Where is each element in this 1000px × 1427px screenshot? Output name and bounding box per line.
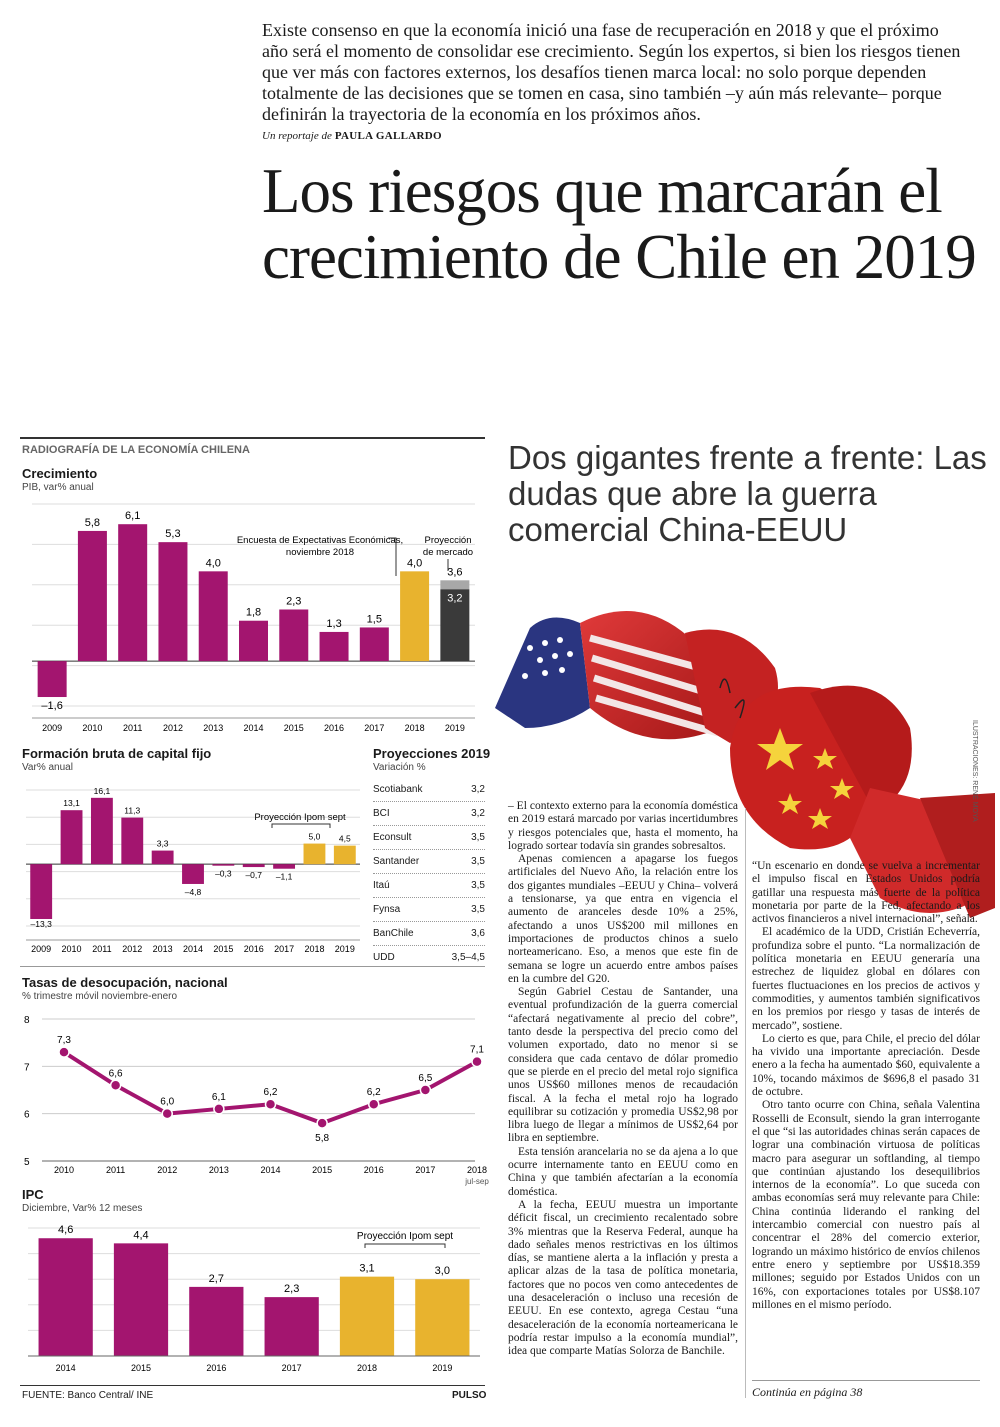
- tick-label: 2014: [243, 723, 264, 733]
- table-row: [373, 778, 485, 802]
- article-paragraph: – El contexto externo para la economía doméstica en 2019 estará marcado por varias incertidumbres y riesgos potenciales que, hasta el momento, ha logrado sortear todavía sin grandes sobresaltos.: [508, 800, 738, 852]
- chart-ipc: [20, 1218, 485, 1378]
- data-label: 1,8: [245, 606, 262, 619]
- bank-name: Scotiabank: [373, 784, 423, 795]
- chart2-title: Formación bruta de capital fijo: [22, 746, 212, 761]
- chart1-title: Crecimiento: [22, 466, 98, 481]
- column-divider: [745, 808, 746, 1398]
- bar: [182, 864, 204, 884]
- article-paragraph: Otro tanto ocurre con China, señala Valentina Rosselli de Econsult, siendo la gran interrogante el que “si las autoridades chinas serán capaces de lograr una combinación virtuosa de políticas macro para asegurar un softlanding, al tiempo que continúan ajustando los desequilibrios internos de la economía”. Lo que suceda con ambas economías será muy relevante para Chile: China continúa liderando el ranking del intercambio comercial con nuestro país al concentrar el 28% del comercio exterior, logrando un máximo histórico de envíos chilenos entre enero y septiembre por US$18.359 millones; seguido por Estados Unidos con un 16%, con exportaciones totales por US$8.107 millones en el mismo período.: [752, 1099, 980, 1311]
- bar: [199, 571, 228, 661]
- article-paragraph: A la fecha, EEUU muestra un importante déficit fiscal, un crecimiento recalentado sobre 3% mientras que la Reserva Federal, aunque ha dado señales menos restrictivas en los últimos días, se mantiene alerta a la inflación y presta a aplicar alzas de la tasa de política monetaria, factores que no pocos ven como antecedentes de una desaceleración o incluso una recesión de EEUU. En ese contexto, agrega Cestau “una desaceleración de la economía norteamericana le podría restar impulso a la economía mundial”, idea que comparte Matías Solorza de Banchile.: [508, 1198, 738, 1358]
- data-label: 3,1: [359, 1262, 375, 1275]
- tick-label: 2014: [260, 1165, 281, 1175]
- tick-label: 2017: [274, 944, 295, 954]
- data-label: 6,1: [211, 1091, 226, 1103]
- bank-name: BCI: [373, 808, 390, 819]
- data-label: 2,3: [286, 595, 302, 608]
- projection-value: 3,5: [471, 880, 485, 891]
- byline: [262, 130, 442, 142]
- proyecciones-title: Proyecciones 2019: [373, 746, 491, 761]
- bank-name: UDD: [373, 952, 395, 963]
- continued-rule: [752, 1380, 980, 1381]
- data-label: 3,2: [447, 592, 463, 605]
- data-label: 7,1: [470, 1044, 484, 1056]
- data-label: 1,3: [326, 617, 342, 630]
- data-label: 6,1: [125, 510, 141, 523]
- bar: [212, 864, 234, 866]
- data-point: [214, 1104, 224, 1114]
- tick-label: 2016: [243, 944, 264, 954]
- tick-label: 2015: [312, 1165, 333, 1175]
- tick-label: 2014: [182, 944, 204, 954]
- y-tick-label: 6: [24, 1109, 30, 1121]
- tick-label: 2017: [281, 1363, 302, 1373]
- table-row: [373, 898, 485, 922]
- proyecciones-table: [373, 778, 485, 969]
- data-label: 6,5: [418, 1073, 433, 1084]
- bank-name: Santander: [373, 856, 420, 867]
- data-label: 5,0: [308, 831, 321, 842]
- tick-label: 2013: [152, 944, 173, 954]
- byline-prefix: Un reportaje de: [262, 130, 332, 142]
- data-label: 2,7: [208, 1272, 224, 1285]
- bar: [265, 1297, 319, 1356]
- data-label: –4,8: [184, 886, 202, 897]
- data-label: 4,5: [338, 833, 351, 844]
- bar: [30, 864, 52, 919]
- article-paragraph: Lo cierto es que, para Chile, el precio del dólar ha vivido una importante apreciación. Desde enero a la fecha ha aumentado $60, equivalente a 10%, tocando máximos de $696,8 el pasado 31 de octubre.: [752, 1032, 980, 1099]
- tick-label: 2013: [208, 1165, 229, 1175]
- chart3-subtitle: % trimestre móvil noviembre-enero: [22, 991, 178, 1002]
- data-point: [472, 1057, 482, 1067]
- data-label: 6,0: [160, 1096, 175, 1108]
- chart1-subtitle: PIB, var% anual: [22, 482, 94, 493]
- bar: [415, 1279, 469, 1356]
- photo-credit: ILUSTRACIONES: RENÉ MOYA: [971, 720, 978, 822]
- tick-label: 2018: [404, 723, 425, 733]
- tick-label: 2019: [444, 723, 465, 733]
- section-label: RADIOGRAFÍA DE LA ECONOMÍA CHILENA: [22, 444, 250, 456]
- tick-label: 2010: [82, 723, 103, 733]
- annotation-bracket: [272, 824, 330, 828]
- bar: [61, 810, 83, 864]
- article-paragraph: Según Gabriel Cestau de Santander, una eventual profundización de la guerra comercial “afectará negativamente al precio del cobre”, tanto desde la perspectiva del precio como del volumen exportado, dato no menor si se considera que cada centavo de dólar promedio que se pierde en el precio del metal rojo significa unos US$60 millones menos de recaudación fiscal. A la fecha el metal rojo ha logrado equilibrar su cotización y promedia US$2,98 por libra luego de llegar a mínimos de US$2,64 por libra en septiembre.: [508, 986, 738, 1145]
- annotation-label: noviembre 2018: [285, 547, 355, 558]
- data-point: [420, 1085, 430, 1095]
- data-point: [317, 1118, 327, 1128]
- data-label: 4,4: [133, 1229, 149, 1242]
- chart4-title: IPC: [22, 1187, 44, 1202]
- annotation-label: Proyección Ipom sept: [356, 1231, 454, 1242]
- data-label: 5,3: [165, 528, 181, 541]
- annotation-label: Proyección Ipom sept: [254, 812, 346, 823]
- data-point: [266, 1099, 276, 1109]
- continued-note: Continúa en página 38: [752, 1385, 863, 1399]
- chart-fbcf: [20, 776, 365, 958]
- bar: [189, 1287, 243, 1356]
- projection-value: 3,5: [471, 832, 485, 843]
- projection-value: 3,5: [471, 856, 485, 867]
- tick-label: 2010: [61, 944, 82, 954]
- data-label: 13,1: [63, 798, 80, 809]
- bar: [114, 1243, 168, 1356]
- data-label: –0,3: [215, 868, 232, 879]
- projection-value: 3,2: [471, 784, 485, 795]
- data-label: 6,2: [263, 1087, 278, 1099]
- data-label: 4,0: [406, 557, 423, 570]
- byline-author: PAULA GALLARDO: [334, 130, 442, 142]
- subhead: Dos gigantes frente a frente: Las dudas que abre la guerra comercial China-EEUU: [508, 439, 987, 548]
- bar: [158, 542, 187, 661]
- bank-name: Fynsa: [373, 904, 401, 915]
- bank-name: BanChile: [373, 928, 414, 939]
- tick-label: 2018: [466, 1165, 488, 1175]
- tick-label: 2015: [130, 1363, 152, 1373]
- article-paragraph: Apenas comiencen a apagarse los fuegos artificiales del Nuevo Año, la relación entre los dos gigantes mundiales –EEUU y China– volverá a tensionarse, ya que entra en vigencia el aumento de aranceles desde 10% a 25%, afectando a unos US$200 mil millones en importaciones de productos chinos a suelo norteamericano. Eso, a menos que este fin de semana se logre un acuerdo entre ambos países en la cumbre del G20.: [508, 853, 738, 985]
- bar: [340, 1277, 394, 1356]
- data-label: –0,7: [245, 870, 263, 881]
- annotation-bracket: [365, 1244, 445, 1248]
- projection-value: 3,5: [471, 904, 485, 915]
- tick-label: 2017: [364, 723, 385, 733]
- data-label: 4,0: [205, 557, 221, 570]
- tick-label: 2010: [53, 1165, 75, 1175]
- bar: [334, 846, 356, 865]
- chart-desocupacion: [20, 1005, 489, 1190]
- intro-paragraph: Existe consenso en que la economía inició una fase de recuperación en 2018 y que el próximo año será el momento de consolidar ese crecimiento. Según los expertos, si bien los riesgos tienen que ver más con factores externos, los desafíos tienen marca local: no solo porque dependen totalmente de las decisiones que se tomen en casa, sino también –y aún más relevante– porque definirán la trayectoria de la economía en los próximos años.: [262, 20, 961, 124]
- table-row: [373, 922, 485, 946]
- projection-value: 3,6: [471, 928, 485, 939]
- bar: [121, 818, 143, 865]
- data-label: 3,0: [434, 1265, 450, 1278]
- data-label: 1,5: [366, 613, 382, 626]
- chart4-subtitle: Diciembre, Var% 12 meses: [22, 1203, 143, 1214]
- article-paragraph: “Un escenario en donde se vuelva a incrementar el impulso fiscal en Estados Unidos podría gatillar una respuesta más fuerte de la política monetaria por parte de la Fed, afectando a los activos financieros a nivel internacional”, señala.: [752, 860, 980, 926]
- tick-label: 2012: [157, 1165, 178, 1175]
- bar: [91, 798, 113, 864]
- bar: [400, 571, 429, 661]
- table-row: [373, 850, 485, 874]
- bar: [152, 851, 174, 865]
- tick-label: 2012: [122, 944, 143, 954]
- tick-label: 2012: [162, 723, 183, 733]
- bank-name: Itaú: [373, 880, 390, 891]
- tick-label: 2011: [105, 1165, 126, 1175]
- article-column-2: [752, 860, 980, 1312]
- bar-segment-top: [440, 580, 469, 589]
- brand-label: PULSO: [452, 1390, 487, 1401]
- table-row: [373, 874, 485, 898]
- data-label: –13,3: [30, 918, 52, 929]
- proyecciones-subtitle: Variación %: [373, 762, 426, 773]
- data-point: [111, 1080, 121, 1090]
- y-tick-label: 7: [24, 1062, 30, 1074]
- data-label: 6,2: [366, 1087, 381, 1099]
- tick-label: 2018: [304, 944, 325, 954]
- tick-label: 2013: [203, 723, 224, 733]
- annotation-label: Proyección: [424, 535, 472, 546]
- bar: [39, 1238, 93, 1356]
- bar: [273, 864, 295, 869]
- data-label: –1,1: [275, 871, 293, 882]
- article-paragraph: Esta tensión arancelaria no se da ajena a lo que ocurre internamente tanto en EEUU como en China y que también afectarían a la economía doméstica.: [508, 1145, 738, 1198]
- bar: [304, 844, 326, 865]
- tick-label: 2014: [55, 1363, 76, 1373]
- article-paragraph: El académico de la UDD, Cristián Echeverría, profundiza sobre el punto. “La normalización de política monetaria en EEUU generaría una estrechez de liquidez global en dólares con fuertes fluctuaciones en los precios de activos y commodities, y aumentos también significativos en los premios por riesgo y tasas de interés de mercado”, sostiene.: [752, 926, 980, 1032]
- data-point: [369, 1099, 379, 1109]
- tick-label: 2016: [324, 723, 345, 733]
- tick-label: 2016: [363, 1165, 384, 1175]
- projection-value: 3,2: [471, 808, 485, 819]
- chart2-subtitle: Var% anual: [22, 762, 73, 773]
- headline: Los riesgos que marcarán el crecimiento de Chile en 2019: [262, 156, 976, 292]
- article-column-1: [508, 800, 738, 1358]
- bar: [279, 609, 308, 661]
- data-point: [59, 1047, 69, 1057]
- data-label: 5,8: [315, 1133, 330, 1145]
- bar: [360, 627, 389, 661]
- source-note: FUENTE: Banco Central/ INE: [22, 1390, 154, 1401]
- divider: [20, 966, 485, 967]
- table-row: [373, 826, 485, 850]
- section-rule: [20, 437, 485, 439]
- table-row: [373, 802, 485, 826]
- us-glove: [495, 611, 778, 743]
- y-tick-label: 8: [24, 1015, 30, 1026]
- bar: [320, 632, 349, 661]
- tick-label: 2015: [213, 944, 234, 954]
- tick-label: 2019: [334, 944, 355, 954]
- tick-label: 2015: [283, 723, 304, 733]
- data-point: [162, 1109, 172, 1119]
- tick-label: 2016: [206, 1363, 227, 1373]
- data-label: 2,3: [284, 1283, 300, 1296]
- tick-note: jul-sep: [465, 1177, 489, 1186]
- data-label: 7,3: [57, 1035, 71, 1047]
- bar: [38, 661, 67, 697]
- tick-label: 2018: [356, 1363, 378, 1373]
- tick-label: 2009: [31, 944, 52, 954]
- bar: [118, 524, 147, 661]
- data-label: –1,6: [41, 700, 63, 713]
- tick-label: 2009: [42, 723, 63, 733]
- bar: [78, 531, 107, 661]
- bar: [243, 864, 265, 867]
- bar: [239, 621, 268, 661]
- data-label: 4,6: [58, 1224, 74, 1237]
- data-label: 5,8: [84, 516, 101, 529]
- data-label: 6,6: [108, 1068, 123, 1080]
- data-label: 16,1: [93, 785, 111, 796]
- bank-name: Econsult: [373, 832, 412, 843]
- y-tick-label: 5: [24, 1157, 30, 1168]
- tick-label: 2011: [123, 723, 143, 733]
- data-label: 11,3: [124, 805, 141, 816]
- tick-label: 2017: [415, 1165, 436, 1175]
- footer-rule: [20, 1385, 485, 1386]
- projection-value: 3,5–4,5: [451, 952, 485, 963]
- data-label: 3,3: [156, 838, 169, 849]
- annotation-label: de mercado: [422, 547, 474, 558]
- chart3-title: Tasas de desocupación, nacional: [22, 975, 228, 990]
- chart-crecimiento: [20, 496, 485, 740]
- annotation-label: Encuesta de Expectativas Económicas,: [236, 535, 404, 546]
- tick-label: 2019: [432, 1363, 453, 1373]
- tick-label: 2011: [92, 944, 112, 954]
- data-label: 3,6: [447, 566, 463, 579]
